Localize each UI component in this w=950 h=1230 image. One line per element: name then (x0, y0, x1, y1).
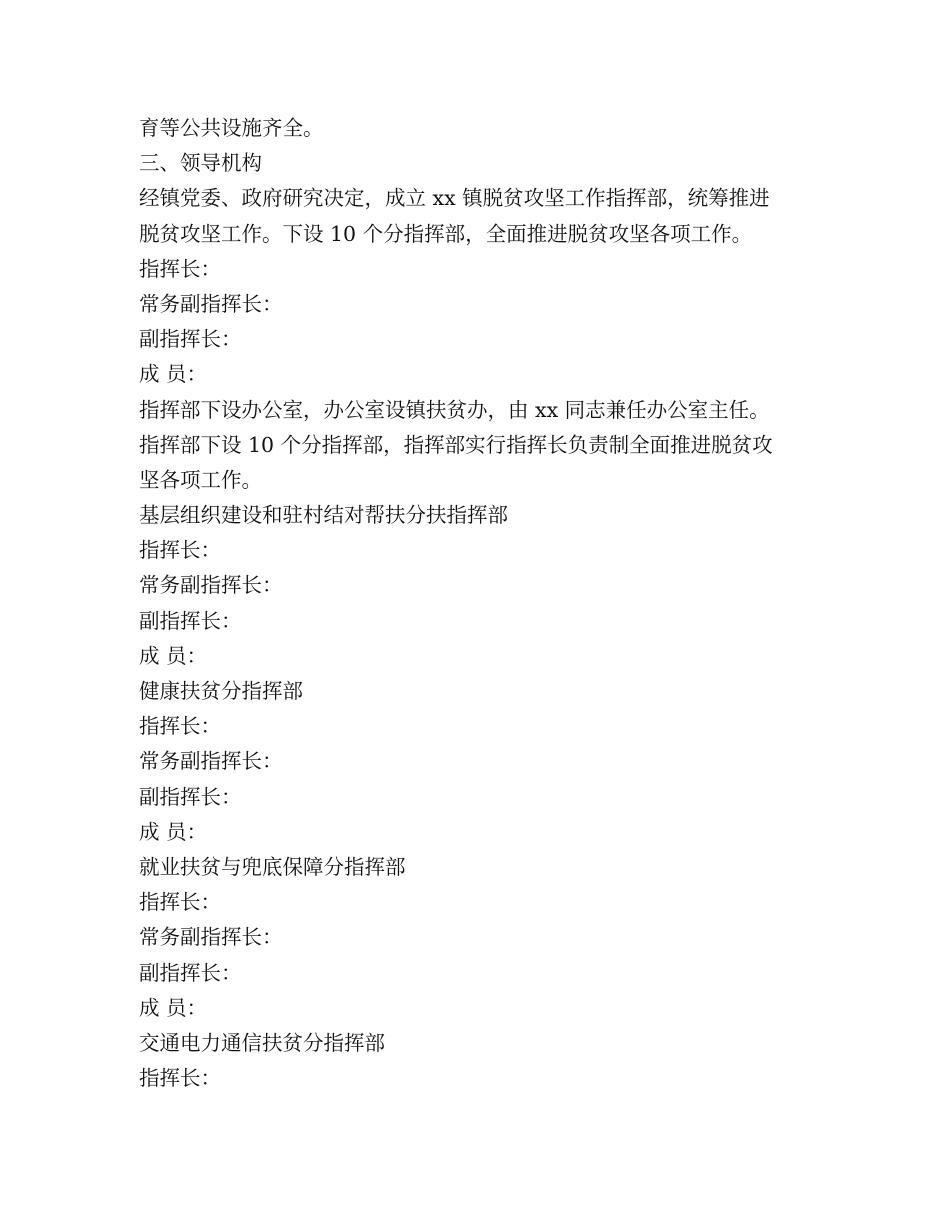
role-line: 成 员： (139, 362, 208, 387)
text-line: 脱贫攻坚工作。下设 10 个分指挥部，全面推进脱贫攻坚各项工作。 (139, 221, 753, 246)
role-line: 成 员： (139, 995, 208, 1020)
text-line: 育等公共设施齐全。 (139, 116, 324, 140)
role-line: 副指挥长： (139, 784, 242, 809)
text-line: 经镇党委、政府研究决定，成立 xx 镇脱贫攻坚工作指挥部，统筹推进 (139, 186, 770, 211)
subsection-title: 就业扶贫与兜底保障分指挥部 (139, 854, 406, 879)
document-body (139, 111, 819, 1096)
role-line: 指挥长： (139, 538, 221, 563)
role-line: 指挥长： (139, 714, 221, 739)
role-line: 副指挥长： (139, 960, 242, 985)
text-line: 坚各项工作。 (139, 467, 262, 492)
role-line: 常务副指挥长： (139, 573, 283, 598)
section-heading: 三、领导机构 (139, 151, 262, 176)
role-line: 常务副指挥长： (139, 925, 283, 950)
subsection-title: 健康扶贫分指挥部 (139, 679, 303, 703)
role-line: 成 员： (139, 643, 208, 668)
text-line: 指挥部下设办公室，办公室设镇扶贫办，由 xx 同志兼任办公室主任。 (139, 397, 770, 422)
text-line: 指挥部下设 10 个分指挥部，指挥部实行指挥长负责制全面推进脱贫攻 (139, 432, 773, 457)
role-line: 常务副指挥长： (139, 749, 283, 774)
role-line: 指挥长： (139, 256, 221, 281)
role-line: 指挥长： (139, 890, 221, 915)
role-line: 指挥长： (139, 1066, 221, 1091)
role-line: 副指挥长： (139, 327, 242, 352)
subsection-title: 基层组织建设和驻村结对帮扶分扶指挥部 (139, 503, 508, 528)
role-line: 副指挥长： (139, 608, 242, 633)
role-line: 常务副指挥长： (139, 291, 283, 316)
role-line: 成 员： (139, 819, 208, 844)
subsection-title: 交通电力通信扶贫分指挥部 (139, 1030, 385, 1055)
